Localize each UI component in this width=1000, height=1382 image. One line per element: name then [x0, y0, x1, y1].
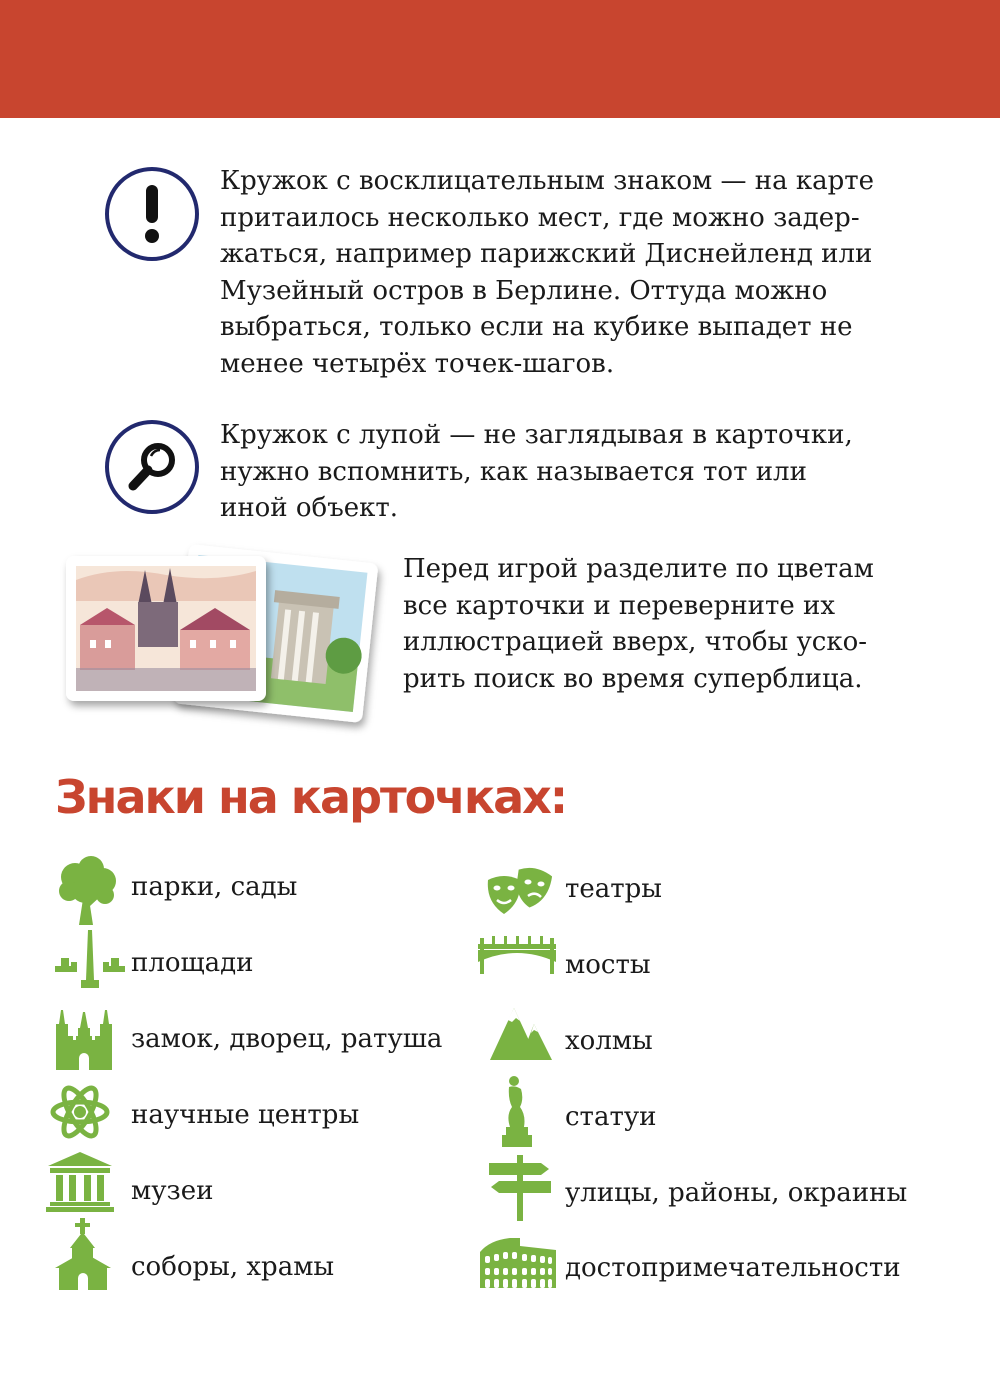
magnifier-paragraph — [220, 417, 853, 527]
legend-label: научные центры — [131, 1100, 360, 1130]
legend-label: холмы — [565, 1026, 653, 1056]
theatre-masks-icon — [486, 866, 552, 920]
paragraph-line: Кружок с восклицательным знаком — на карте — [220, 166, 875, 196]
paragraph-line: нужно вспомнить, как называется тот или — [220, 456, 807, 487]
church-icon — [55, 1218, 111, 1290]
paragraph-line: все карточки и переверните их — [403, 590, 836, 621]
castle-icon — [53, 1008, 115, 1070]
museum-icon — [46, 1152, 114, 1212]
paragraph-line: иллюстрацией вверх, чтобы уско- — [403, 627, 868, 657]
paragraph-line: рить поиск во время суперблица. — [403, 663, 863, 694]
colosseum-icon — [480, 1238, 556, 1288]
paragraph-line: притаилось несколько мест, где можно задер- — [220, 202, 860, 233]
paragraph-line: иной объект. — [220, 493, 399, 523]
legend-label: улицы, районы, окраины — [565, 1178, 908, 1208]
mountains-icon — [490, 1008, 552, 1060]
exclamation-circle-icon — [103, 165, 201, 263]
bridge-icon — [478, 936, 556, 974]
paragraph-line: жаться, например парижский Диснейленд или — [220, 239, 873, 269]
legend-label: достопримечательности — [565, 1253, 901, 1283]
legend-label: музеи — [131, 1176, 214, 1206]
tree-icon — [55, 855, 121, 927]
legend-label: статуи — [565, 1102, 657, 1132]
sorting-paragraph — [403, 551, 874, 697]
paragraph-line: Музейный остров в Берлине. Оттуда можно — [220, 275, 828, 306]
paragraph-line: выбраться, только если на кубике выпадет не — [220, 312, 853, 342]
cards-illustration — [60, 540, 390, 740]
exclamation-paragraph — [220, 163, 874, 382]
square-obelisk-icon — [55, 930, 125, 992]
header-bar — [0, 0, 1000, 118]
legend-label: площади — [131, 948, 254, 978]
legend-title: Знаки на карточках: — [55, 770, 567, 824]
legend-label: парки, сады — [131, 872, 298, 902]
legend-label: мосты — [565, 950, 651, 980]
legend-label: замок, дворец, ратуша — [131, 1024, 443, 1054]
paragraph-line: менее четырёх точек-шагов. — [220, 348, 615, 379]
paragraph-line: Кружок с лупой — не заглядывая в карточки, — [220, 420, 853, 450]
paragraph-line: Перед игрой разделите по цветам — [403, 554, 874, 584]
legend-label: соборы, храмы — [131, 1252, 335, 1282]
magnifier-circle-icon — [103, 418, 201, 516]
legend-label: театры — [565, 874, 662, 904]
statue-icon — [500, 1075, 536, 1147]
atom-icon — [50, 1083, 110, 1141]
signpost-icon — [487, 1155, 555, 1221]
